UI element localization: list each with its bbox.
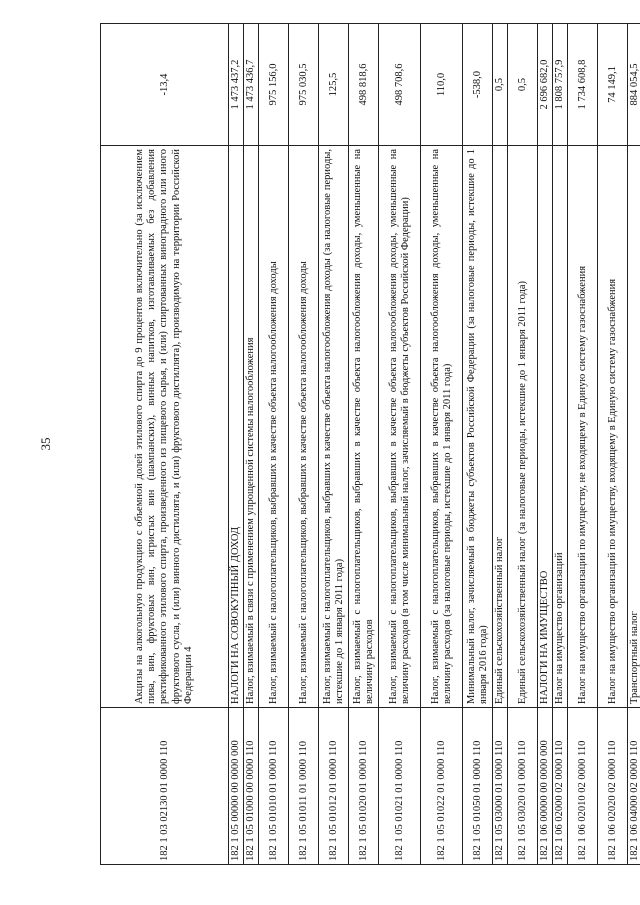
- amount: 1 808 757,9: [553, 24, 568, 146]
- revenue-table-body: [101, 24, 640, 865]
- table-row: [628, 24, 640, 865]
- revenue-description: НАЛОГИ НА ИМУЩЕСТВО: [538, 146, 553, 708]
- classification-code: 182 1 06 00000 00 0000 000: [538, 708, 553, 865]
- table-row: [289, 24, 319, 865]
- amount: 498 708,6: [379, 24, 421, 146]
- table-row: [421, 24, 463, 865]
- amount: 110,0: [421, 24, 463, 146]
- amount: 1 473 436,7: [244, 24, 259, 146]
- table-row: [259, 24, 289, 865]
- classification-code: 182 1 05 01021 01 0000 110: [379, 708, 421, 865]
- revenue-description: Налог на имущество организаций по имуществу, входящему в Единую систему газоснабжения: [598, 146, 628, 708]
- revenue-description: Налог, взимаемый с налогоплательщиков, выбравших в качестве объекта налогообложения доходы, уменьшенные на величину расходов: [349, 146, 379, 708]
- amount: 975 156,0: [259, 24, 289, 146]
- revenue-description: НАЛОГИ НА СОВОКУПНЫЙ ДОХОД: [229, 146, 244, 708]
- revenue-description: Транспортный налог: [628, 146, 640, 708]
- revenue-description: Налог, взимаемый в связи с применением упрощенной системы налогообложения: [244, 146, 259, 708]
- amount: 1 734 608,8: [568, 24, 598, 146]
- revenue-description: Налог на имущество организаций: [553, 146, 568, 708]
- amount: 0,5: [508, 24, 538, 146]
- table-row: [379, 24, 421, 865]
- classification-code: 182 1 06 04000 02 0000 110: [628, 708, 640, 865]
- revenue-description: Налог, взимаемый с налогоплательщиков, выбравших в качестве объекта налогообложения доходы, уменьшенные на величину расходов (в том числе минимальный налог, зачисляемый в бюджеты субъектов Российской Федерации): [379, 146, 421, 708]
- revenue-description: Акцизы на алкогольную продукцию с объемной долей этилового спирта до 9 процентов включительно (за исключением пива, вин, фруктовых вин, игристых вин (шампанских), винных напитков, изготавливаемых без добавления ректификованного этилового спирта, произведенного из пищевого сырья, и (или) спиртованных виноградного или иного фруктового сусла, и (или) винного дистиллята, и (или) фруктового дистиллята), производимую на территории Российской Федерации 4: [101, 146, 229, 708]
- table-row: [553, 24, 568, 865]
- revenue-description: Единый сельскохозяйственный налог: [493, 146, 508, 708]
- revenue-description: Налог на имущество организаций по имуществу, не входящему в Единую систему газоснабжения: [568, 146, 598, 708]
- classification-code: 182 1 03 02130 01 0000 110: [101, 708, 229, 865]
- revenue-description: Налог, взимаемый с налогоплательщиков, выбравших в качестве объекта налогообложения доходы: [289, 146, 319, 708]
- amount: 2 696 682,0: [538, 24, 553, 146]
- revenue-description: Минимальный налог, зачисляемый в бюджеты субъектов Российской Федерации (за налоговые периоды, истекшие до 1 января 2016 года): [463, 146, 493, 708]
- rotated-table-container: [100, 45, 640, 865]
- revenue-description: Налог, взимаемый с налогоплательщиков, выбравших в качестве объекта налогообложения доходы (за налоговые периоды, истекшие до 1 января 2011 года): [319, 146, 349, 708]
- classification-code: 182 1 06 02020 02 0000 110: [598, 708, 628, 865]
- classification-code: 182 1 05 03000 01 0000 110: [493, 708, 508, 865]
- table-row: [244, 24, 259, 865]
- classification-code: 182 1 05 01022 01 0000 110: [421, 708, 463, 865]
- classification-code: 182 1 05 01050 01 0000 110: [463, 708, 493, 865]
- amount: 74 149,1: [598, 24, 628, 146]
- table-row: [538, 24, 553, 865]
- amount: 125,5: [319, 24, 349, 146]
- classification-code: 182 1 05 01020 01 0000 110: [349, 708, 379, 865]
- table-row: [349, 24, 379, 865]
- amount: 884 054,5: [628, 24, 640, 146]
- classification-code: 182 1 05 03020 01 0000 110: [508, 708, 538, 865]
- classification-code: 182 1 05 01011 01 0000 110: [289, 708, 319, 865]
- amount: 498 818,6: [349, 24, 379, 146]
- table-row: [598, 24, 628, 865]
- page-number: 35: [38, 437, 53, 451]
- table-row: [463, 24, 493, 865]
- classification-code: 182 1 06 02010 02 0000 110: [568, 708, 598, 865]
- amount: 0,5: [493, 24, 508, 146]
- revenue-table: [100, 23, 640, 865]
- classification-code: 182 1 06 02000 02 0000 110: [553, 708, 568, 865]
- classification-code: 182 1 05 00000 00 0000 000: [229, 708, 244, 865]
- table-row: [568, 24, 598, 865]
- table-row: [508, 24, 538, 865]
- table-row: [101, 24, 229, 865]
- amount: -538,0: [463, 24, 493, 146]
- classification-code: 182 1 05 01000 00 0000 110: [244, 708, 259, 865]
- revenue-description: Единый сельскохозяйственный налог (за налоговые периоды, истекшие до 1 января 2011 года): [508, 146, 538, 708]
- classification-code: 182 1 05 01010 01 0000 110: [259, 708, 289, 865]
- table-row: [319, 24, 349, 865]
- revenue-description: Налог, взимаемый с налогоплательщиков, выбравших в качестве объекта налогообложения доходы, уменьшенные на величину расходов (за налоговые периоды, истекшие до 1 января 2011 года): [421, 146, 463, 708]
- revenue-description: Налог, взимаемый с налогоплательщиков, выбравших в качестве объекта налогообложения доходы: [259, 146, 289, 708]
- amount: -13,4: [101, 24, 229, 146]
- amount: 975 030,5: [289, 24, 319, 146]
- amount: 1 473 437,2: [229, 24, 244, 146]
- table-row: [493, 24, 508, 865]
- table-row: [229, 24, 244, 865]
- classification-code: 182 1 05 01012 01 0000 110: [319, 708, 349, 865]
